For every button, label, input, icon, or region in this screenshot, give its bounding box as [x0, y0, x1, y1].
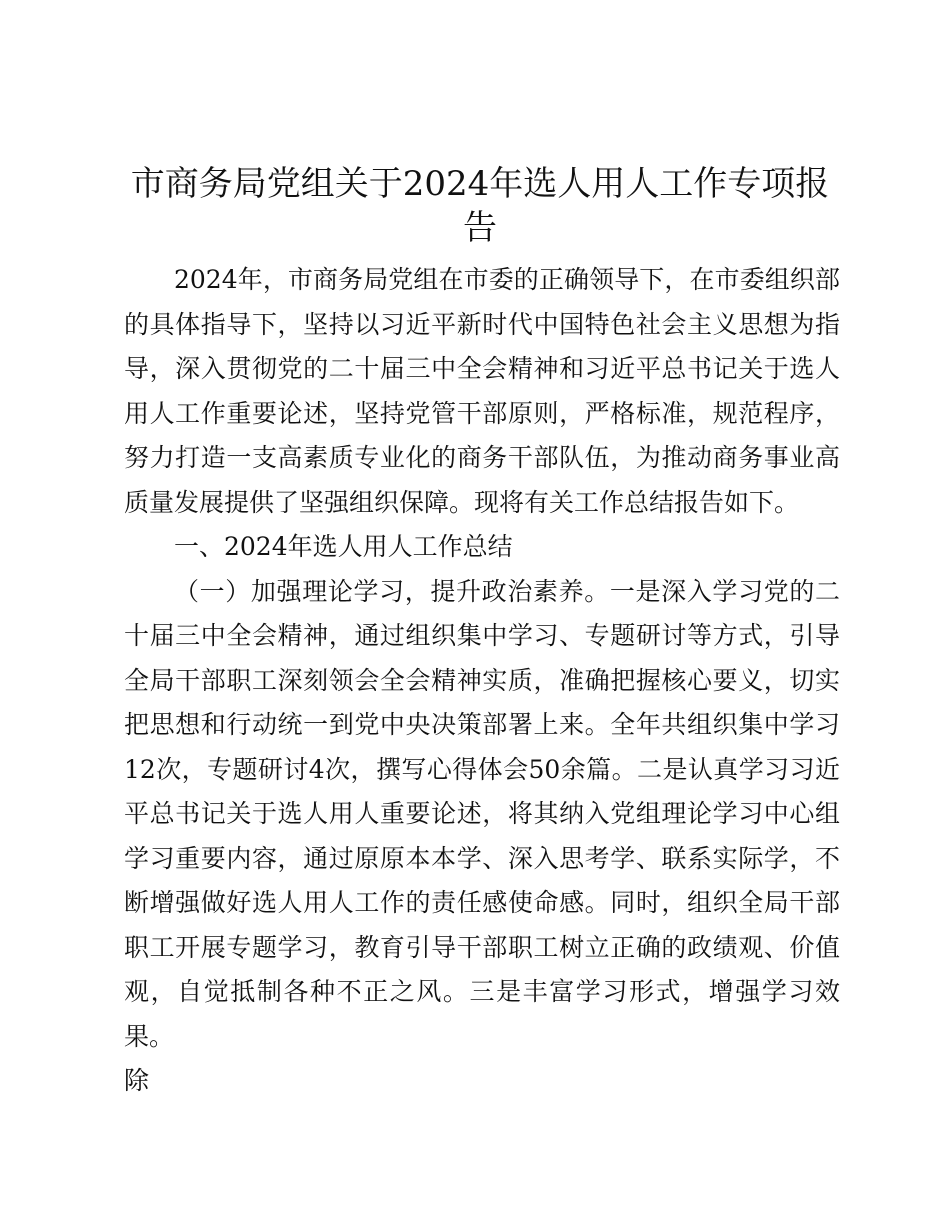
continuation-text: 除	[124, 1066, 150, 1095]
document-body	[124, 258, 840, 1104]
section-heading: 一、2024年选人用人工作总结	[174, 532, 513, 561]
subsection-paragraph: （一）加强理论学习，提升政治素养。一是深入学习党的二十届三中全会精神，通过组织集中学习、专题研讨等方式，引导全局干部职工深刻领会全会精神实质，准确把握核心要义，切实把思想和行动统一到党中央决策部署上来。全年共组织集中学习12次，专题研讨4次，撰写心得体会50余篇。二是认真学习习近平总书记关于选人用人重要论述，将其纳入党组理论学习中心组学习重要内容，通过原原本本学、深入思考学、联系实际学，不断增强做好选人用人工作的责任感使命感。同时，组织全局干部职工开展专题学习，教育引导干部职工树立正确的政绩观、价值观，自觉抵制各种不正之风。三是丰富学习形式，增强学习效果。	[124, 576, 840, 1051]
intro-paragraph: 2024年，市商务局党组在市委的正确领导下，在市委组织部的具体指导下，坚持以习近平新时代中国特色社会主义思想为指导，深入贯彻党的二十届三中全会精神和习近平总书记关于选人用人工作重要论述，坚持党管干部原则，严格标准，规范程序，努力打造一支高素质专业化的商务干部队伍，为推动商务事业高质量发展提供了坚强组织保障。现将有关工作总结报告如下。	[124, 265, 840, 517]
document-title: 市商务局党组关于2024年选人用人工作专项报告	[130, 164, 830, 248]
